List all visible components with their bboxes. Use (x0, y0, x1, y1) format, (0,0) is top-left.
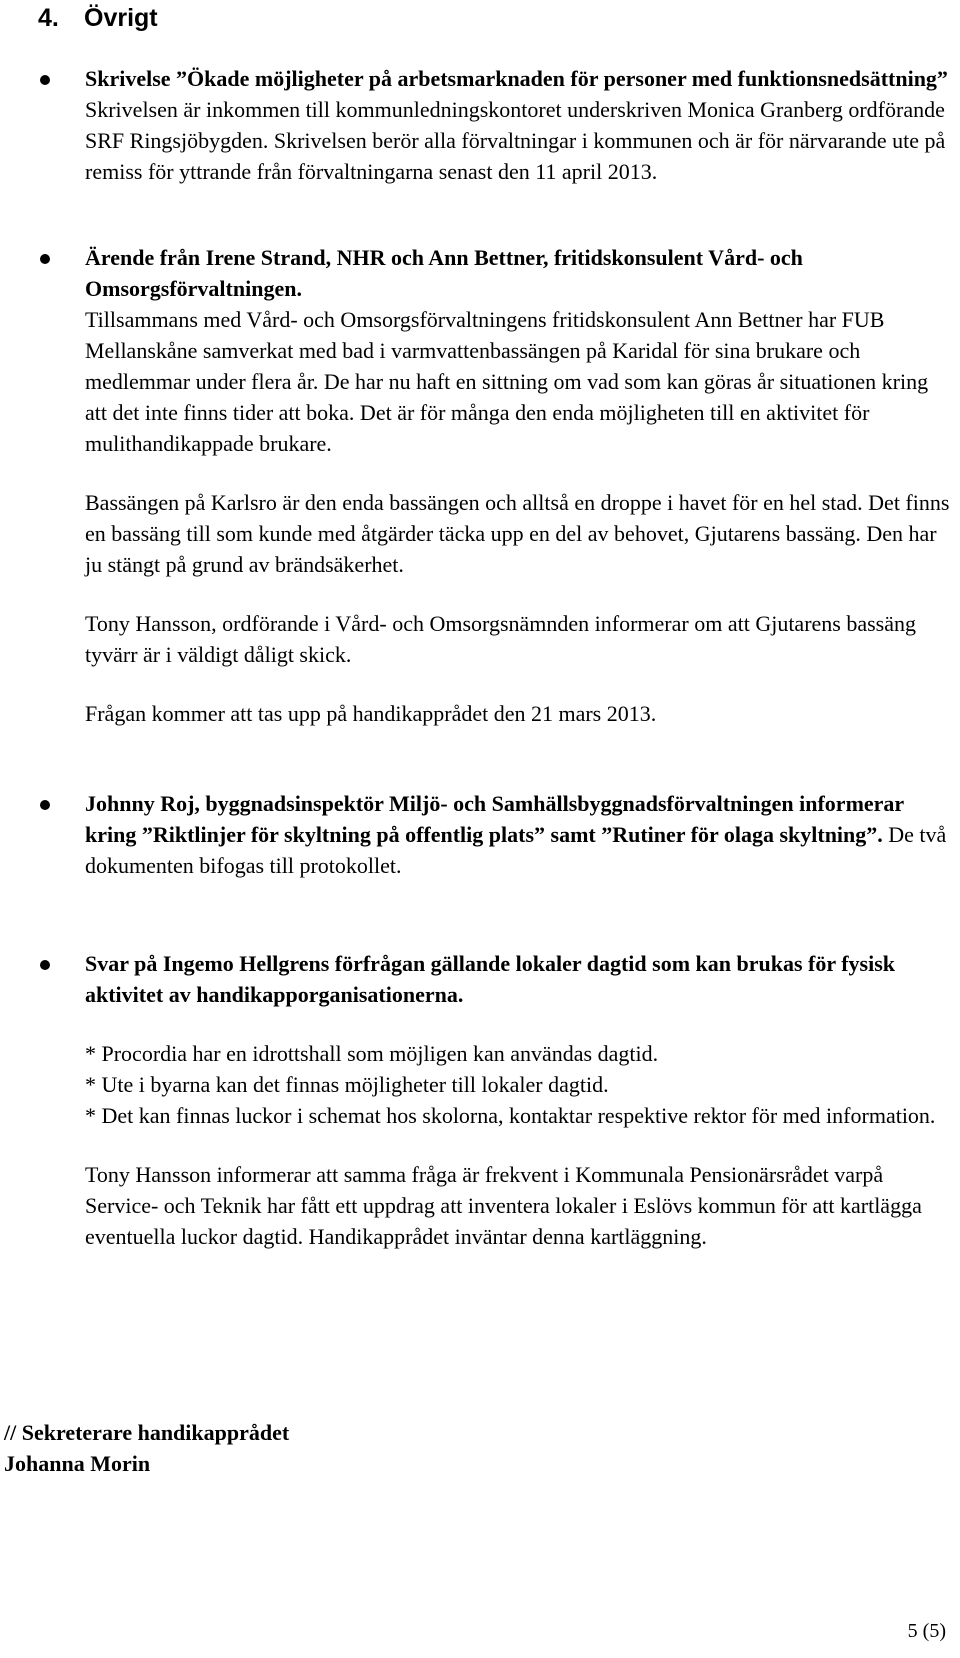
signature-name: Johanna Morin (4, 1451, 151, 1476)
page-number: 5 (5) (907, 1620, 946, 1642)
section-title: Övrigt (84, 4, 158, 32)
item-skrivelse (85, 63, 955, 187)
paragraph: Tony Hansson, ordförande i Vård- och Omsorgsnämnden informerar om att Gjutarens bassäng tyvärr är i väldigt dåligt skick. (85, 611, 917, 667)
item-lokaler (85, 948, 955, 1252)
item-skyltning (85, 788, 955, 881)
bullet-icon (40, 800, 50, 810)
paragraph: Frågan kommer att tas upp på handikapprådet den 21 mars 2013. (85, 701, 657, 726)
list-line: * Procordia har en idrottshall som möjligen kan användas dagtid. (85, 1041, 659, 1066)
paragraph: Bassängen på Karlsro är den enda bassängen och alltså en droppe i havet för en hel stad. Det finns en bassäng till som kunde med åtgärder täcka upp en del av behovet, Gjutarens bassäng. Den har ju stängt på grund av brändsäkerhet. (85, 490, 950, 577)
item-text: Skrivelsen är inkommen till kommunledningskontoret underskriven Monica Granberg ordförande SRF Ringsjöbygden. Skrivelsen berör alla förvaltningar i kommunen och är för närvarande ute på remiss för yttrande från förvaltningarna senast den 11 april 2013. (85, 97, 946, 184)
list-line: * Ute i byarna kan det finnas möjligheter till lokaler dagtid. (85, 1072, 609, 1097)
item-title: Svar på Ingemo Hellgrens förfrågan gällande lokaler dagtid som kan brukas för fysisk aktivitet av handikapporganisationerna. (85, 951, 896, 1007)
list-line: * Det kan finnas luckor i schemat hos skolorna, kontaktar respektive rektor för med information. (85, 1103, 936, 1128)
item-text: De två dokumenten bifogas till protokollet. (85, 822, 947, 878)
bullet-icon (40, 75, 50, 85)
paragraph: Tillsammans med Vård- och Omsorgsförvaltningens fritidskonsulent Ann Bettner har FUB Mellanskåne samverkat med bad i varmvattenbassängen på Karidal för sina brukare och medlemmar under flera år. De har nu haft en sittning om vad som kan göras år situationen kring att det inte finns tider att boka. Det är för många den enda möjligheten till en aktivitet för mulithandikappade brukare. (85, 307, 929, 456)
paragraph: Tony Hansson informerar att samma fråga är frekvent i Kommunala Pensionärsrådet varpå Service- och Teknik har fått ett uppdrag att inventera lokaler i Eslövs kommun för att kartlägga eventuella luckor dagtid. Handikapprådet inväntar denna kartläggning. (85, 1162, 922, 1249)
item-title: Ärende från Irene Strand, NHR och Ann Bettner, fritidskonsulent Vård- och Omsorgsförvaltningen. (85, 245, 803, 301)
section-number: 4. (38, 4, 59, 32)
signature (4, 1417, 289, 1479)
signature-role: // Sekreterare handikapprådet (4, 1420, 290, 1445)
item-title: Johnny Roj, byggnadsinspektör Miljö- och Samhällsbyggnadsförvaltningen informerar kring ”Riktlinjer för skyltning på offentlig plats” samt ”Rutiner för olaga skyltning”. (85, 791, 904, 847)
section-heading (38, 4, 158, 33)
bullet-icon (40, 254, 50, 264)
item-title: Skrivelse ”Ökade möjligheter på arbetsmarknaden för personer med funktionsnedsättning” (85, 66, 948, 91)
bullet-icon (40, 960, 50, 970)
item-arende (85, 242, 955, 729)
